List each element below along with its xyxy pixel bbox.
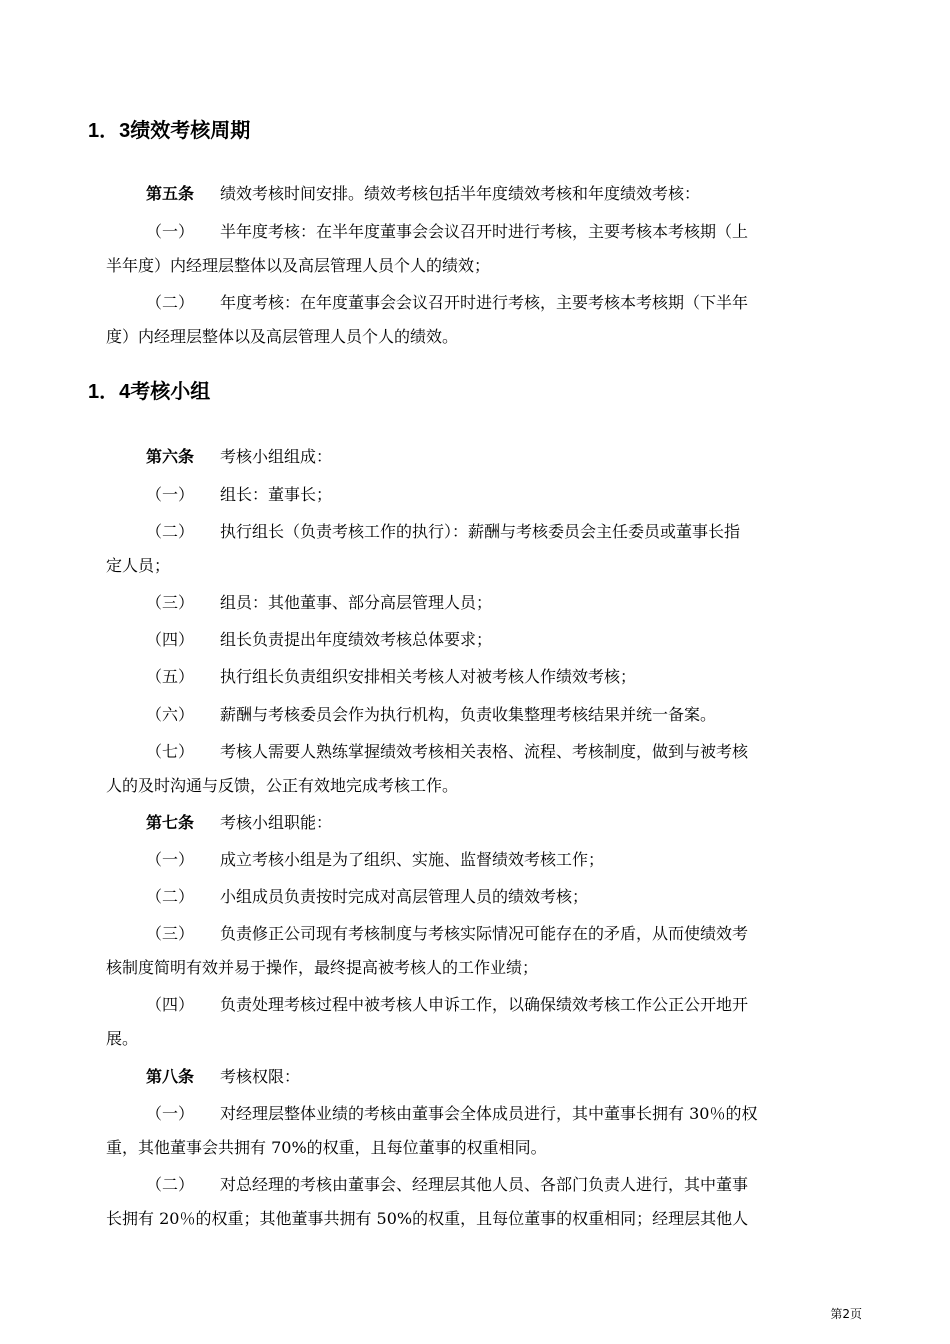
continuation-line: 半年度）内经理层整体以及高层管理人员个人的绩效； bbox=[106, 256, 491, 275]
article-text: 考核小组职能： bbox=[220, 813, 333, 832]
continuation-line: 重，其他董事会共拥有 70%的权重，且每位董事的权重相同。 bbox=[106, 1138, 547, 1157]
continuation-line: 度）内经理层整体以及高层管理人员个人的绩效。 bbox=[106, 327, 459, 346]
clause-line bbox=[146, 221, 748, 243]
continuation-line: 人的及时沟通与反馈，公正有效地完成考核工作。 bbox=[106, 776, 459, 795]
section-heading: 1．4考核小组 bbox=[88, 381, 211, 403]
continuation-line: 展。 bbox=[106, 1029, 139, 1048]
continuation-line: 核制度简明有效并易于操作，最终提高被考核人的工作业绩； bbox=[106, 958, 539, 977]
article-label: 第八条 bbox=[146, 1067, 195, 1086]
clause-label: （二） bbox=[146, 293, 195, 312]
clause-label: （二） bbox=[146, 522, 195, 541]
clause-line bbox=[146, 741, 748, 763]
clause-label: （一） bbox=[146, 222, 195, 241]
page-number: 第2页 bbox=[830, 1307, 862, 1321]
clause-text: 组长负责提出年度绩效考核总体要求； bbox=[220, 630, 493, 649]
clause-text: 对经理层整体业绩的考核由董事会全体成员进行，其中董事长拥有 30％的权 bbox=[220, 1104, 758, 1123]
article-label: 第五条 bbox=[146, 184, 195, 203]
clause-label: （五） bbox=[146, 667, 195, 686]
clause-line bbox=[146, 592, 492, 614]
clause-line bbox=[146, 704, 716, 726]
clause-line bbox=[146, 666, 636, 688]
clause-text: 执行组长负责组织安排相关考核人对被考核人作绩效考核； bbox=[220, 667, 637, 686]
article-line bbox=[146, 1066, 300, 1088]
article-text: 考核权限： bbox=[220, 1067, 301, 1086]
article-text: 绩效考核时间安排。绩效考核包括半年度绩效考核和年度绩效考核： bbox=[220, 184, 701, 203]
clause-line bbox=[146, 484, 332, 506]
article-line bbox=[146, 446, 332, 468]
article-line bbox=[146, 812, 332, 834]
clause-label: （六） bbox=[146, 705, 195, 724]
clause-label: （一） bbox=[146, 850, 195, 869]
clause-line bbox=[146, 629, 492, 651]
clause-line bbox=[146, 521, 740, 543]
clause-text: 半年度考核：在半年度董事会会议召开时进行考核，主要考核本考核期（上 bbox=[220, 222, 749, 241]
continuation-line: 定人员； bbox=[106, 556, 171, 575]
clause-label: （一） bbox=[146, 485, 195, 504]
article-label: 第七条 bbox=[146, 813, 195, 832]
clause-text: 成立考核小组是为了组织、实施、监督绩效考核工作； bbox=[220, 850, 605, 869]
clause-text: 考核人需要人熟练掌握绩效考核相关表格、流程、考核制度，做到与被考核 bbox=[220, 742, 749, 761]
clause-text: 薪酬与考核委员会作为执行机构，负责收集整理考核结果并统一备案。 bbox=[220, 705, 717, 724]
clause-text: 执行组长（负责考核工作的执行）：薪酬与考核委员会主任委员或董事长指 bbox=[220, 522, 741, 541]
clause-label: （三） bbox=[146, 593, 195, 612]
article-line bbox=[146, 183, 700, 205]
clause-text: 小组成员负责按时完成对高层管理人员的绩效考核； bbox=[220, 887, 589, 906]
clause-line bbox=[146, 994, 748, 1016]
clause-text: 对总经理的考核由董事会、经理层其他人员、各部门负责人进行，其中董事 bbox=[220, 1175, 749, 1194]
clause-label: （三） bbox=[146, 924, 195, 943]
clause-text: 负责修正公司现有考核制度与考核实际情况可能存在的矛盾，从而使绩效考 bbox=[220, 924, 749, 943]
clause-line bbox=[146, 886, 588, 908]
clause-label: （二） bbox=[146, 1175, 195, 1194]
clause-line bbox=[146, 923, 748, 945]
clause-label: （二） bbox=[146, 887, 195, 906]
article-text: 考核小组组成： bbox=[220, 447, 333, 466]
clause-line bbox=[146, 292, 748, 314]
clause-text: 组员：其他董事、部分高层管理人员； bbox=[220, 593, 493, 612]
section-heading: 1．3绩效考核周期 bbox=[88, 120, 251, 142]
clause-line bbox=[146, 1103, 757, 1125]
clause-label: （一） bbox=[146, 1104, 195, 1123]
clause-label: （七） bbox=[146, 742, 195, 761]
clause-line bbox=[146, 849, 604, 871]
clause-line bbox=[146, 1174, 748, 1196]
clause-text: 组长：董事长； bbox=[220, 485, 333, 504]
clause-text: 负责处理考核过程中被考核人申诉工作，以确保绩效考核工作公正公开地开 bbox=[220, 995, 749, 1014]
clause-label: （四） bbox=[146, 630, 195, 649]
article-label: 第六条 bbox=[146, 447, 195, 466]
clause-text: 年度考核：在年度董事会会议召开时进行考核，主要考核本考核期（下半年 bbox=[220, 293, 749, 312]
clause-label: （四） bbox=[146, 995, 195, 1014]
continuation-line: 长拥有 20％的权重；其他董事共拥有 50%的权重，且每位董事的权重相同；经理层其他人 bbox=[106, 1209, 749, 1228]
